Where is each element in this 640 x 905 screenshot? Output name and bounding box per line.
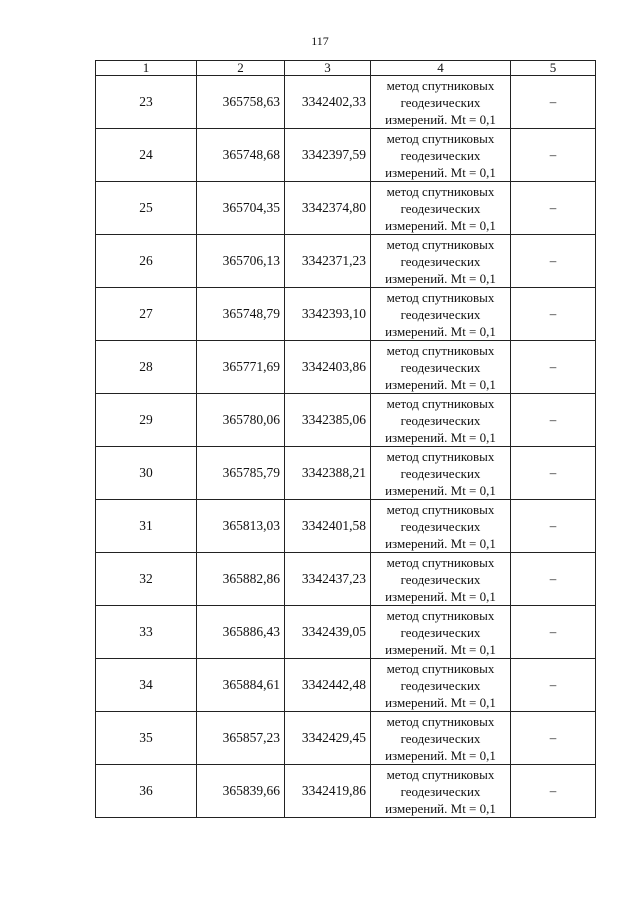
x-coordinate-cell: 365748,79 <box>197 288 285 341</box>
method-cell <box>371 288 511 341</box>
method-line: метод спутниковых <box>386 77 495 93</box>
method-line: геодезических <box>400 783 481 799</box>
x-coordinate-cell: 365785,79 <box>197 447 285 500</box>
point-number-cell: 27 <box>96 288 197 341</box>
note-cell: – <box>511 235 596 288</box>
method-line: измерений. Mt = 0,1 <box>385 588 496 604</box>
point-number-cell: 23 <box>96 76 197 129</box>
method-line: измерений. Mt = 0,1 <box>385 641 496 657</box>
note-cell: – <box>511 394 596 447</box>
method-line: геодезических <box>400 571 481 587</box>
note-cell: – <box>511 341 596 394</box>
method-line: метод спутниковых <box>386 183 495 199</box>
method-line: метод спутниковых <box>386 130 495 146</box>
method-line: метод спутниковых <box>386 501 495 517</box>
y-coordinate-cell: 3342374,80 <box>285 182 371 235</box>
x-coordinate-cell: 365780,06 <box>197 394 285 447</box>
point-number-cell: 32 <box>96 553 197 606</box>
point-number-cell: 30 <box>96 447 197 500</box>
method-line: метод спутниковых <box>386 554 495 570</box>
method-line: метод спутниковых <box>386 395 495 411</box>
method-line: измерений. Mt = 0,1 <box>385 270 496 286</box>
method-line: метод спутниковых <box>386 766 495 782</box>
note-cell: – <box>511 182 596 235</box>
column-header-4: 4 <box>371 61 511 76</box>
table-row <box>96 129 596 182</box>
point-number-cell: 28 <box>96 341 197 394</box>
y-coordinate-cell: 3342371,23 <box>285 235 371 288</box>
x-coordinate-cell: 365771,69 <box>197 341 285 394</box>
table-row <box>96 394 596 447</box>
x-coordinate-cell: 365704,35 <box>197 182 285 235</box>
table-header-row <box>96 61 596 76</box>
y-coordinate-cell: 3342385,06 <box>285 394 371 447</box>
method-line: геодезических <box>400 624 481 640</box>
table-row <box>96 341 596 394</box>
point-number-cell: 26 <box>96 235 197 288</box>
method-line: геодезических <box>400 306 481 322</box>
y-coordinate-cell: 3342397,59 <box>285 129 371 182</box>
note-cell: – <box>511 553 596 606</box>
point-number-cell: 36 <box>96 765 197 818</box>
method-line: измерений. Mt = 0,1 <box>385 535 496 551</box>
table-row <box>96 182 596 235</box>
method-line: метод спутниковых <box>386 607 495 623</box>
method-cell <box>371 76 511 129</box>
method-cell <box>371 712 511 765</box>
table-row <box>96 76 596 129</box>
method-line: измерений. Mt = 0,1 <box>385 429 496 445</box>
y-coordinate-cell: 3342429,45 <box>285 712 371 765</box>
x-coordinate-cell: 365748,68 <box>197 129 285 182</box>
method-line: геодезических <box>400 518 481 534</box>
method-line: геодезических <box>400 147 481 163</box>
method-line: геодезических <box>400 412 481 428</box>
table-row <box>96 553 596 606</box>
note-cell: – <box>511 447 596 500</box>
y-coordinate-cell: 3342393,10 <box>285 288 371 341</box>
point-number-cell: 24 <box>96 129 197 182</box>
coordinates-table <box>95 60 596 818</box>
method-line: измерений. Mt = 0,1 <box>385 800 496 816</box>
method-line: геодезических <box>400 94 481 110</box>
table-body <box>96 76 596 818</box>
point-number-cell: 34 <box>96 659 197 712</box>
x-coordinate-cell: 365706,13 <box>197 235 285 288</box>
method-line: геодезических <box>400 253 481 269</box>
x-coordinate-cell: 365839,66 <box>197 765 285 818</box>
method-line: метод спутниковых <box>386 448 495 464</box>
table-row <box>96 500 596 553</box>
method-line: геодезических <box>400 730 481 746</box>
method-cell <box>371 500 511 553</box>
note-cell: – <box>511 659 596 712</box>
x-coordinate-cell: 365884,61 <box>197 659 285 712</box>
table-row <box>96 659 596 712</box>
column-header-1: 1 <box>96 61 197 76</box>
method-line: измерений. Mt = 0,1 <box>385 376 496 392</box>
note-cell: – <box>511 712 596 765</box>
method-line: измерений. Mt = 0,1 <box>385 323 496 339</box>
y-coordinate-cell: 3342401,58 <box>285 500 371 553</box>
point-number-cell: 35 <box>96 712 197 765</box>
method-line: метод спутниковых <box>386 236 495 252</box>
note-cell: – <box>511 765 596 818</box>
method-line: геодезических <box>400 359 481 375</box>
y-coordinate-cell: 3342442,48 <box>285 659 371 712</box>
method-cell <box>371 659 511 712</box>
method-line: геодезических <box>400 465 481 481</box>
method-cell <box>371 182 511 235</box>
method-line: метод спутниковых <box>386 342 495 358</box>
method-line: геодезических <box>400 677 481 693</box>
method-line: метод спутниковых <box>386 713 495 729</box>
note-cell: – <box>511 500 596 553</box>
method-line: измерений. Mt = 0,1 <box>385 482 496 498</box>
y-coordinate-cell: 3342419,86 <box>285 765 371 818</box>
column-header-3: 3 <box>285 61 371 76</box>
note-cell: – <box>511 129 596 182</box>
y-coordinate-cell: 3342388,21 <box>285 447 371 500</box>
table-row <box>96 235 596 288</box>
method-line: измерений. Mt = 0,1 <box>385 164 496 180</box>
table-row <box>96 712 596 765</box>
method-cell <box>371 394 511 447</box>
method-line: метод спутниковых <box>386 660 495 676</box>
method-line: измерений. Mt = 0,1 <box>385 747 496 763</box>
column-header-5: 5 <box>511 61 596 76</box>
table-row <box>96 288 596 341</box>
point-number-cell: 33 <box>96 606 197 659</box>
method-line: измерений. Mt = 0,1 <box>385 111 496 127</box>
page-number: 117 <box>311 34 329 48</box>
column-header-2: 2 <box>197 61 285 76</box>
x-coordinate-cell: 365857,23 <box>197 712 285 765</box>
x-coordinate-cell: 365758,63 <box>197 76 285 129</box>
method-cell <box>371 235 511 288</box>
x-coordinate-cell: 365882,86 <box>197 553 285 606</box>
table-row <box>96 447 596 500</box>
point-number-cell: 31 <box>96 500 197 553</box>
method-cell <box>371 129 511 182</box>
x-coordinate-cell: 365886,43 <box>197 606 285 659</box>
y-coordinate-cell: 3342403,86 <box>285 341 371 394</box>
table-row <box>96 606 596 659</box>
point-number-cell: 29 <box>96 394 197 447</box>
table-row <box>96 765 596 818</box>
x-coordinate-cell: 365813,03 <box>197 500 285 553</box>
note-cell: – <box>511 606 596 659</box>
point-number-cell: 25 <box>96 182 197 235</box>
y-coordinate-cell: 3342402,33 <box>285 76 371 129</box>
method-cell <box>371 341 511 394</box>
method-cell <box>371 553 511 606</box>
method-cell <box>371 447 511 500</box>
method-line: измерений. Mt = 0,1 <box>385 694 496 710</box>
method-line: метод спутниковых <box>386 289 495 305</box>
method-line: измерений. Mt = 0,1 <box>385 217 496 233</box>
method-cell <box>371 765 511 818</box>
y-coordinate-cell: 3342437,23 <box>285 553 371 606</box>
y-coordinate-cell: 3342439,05 <box>285 606 371 659</box>
note-cell: – <box>511 288 596 341</box>
method-cell <box>371 606 511 659</box>
note-cell: – <box>511 76 596 129</box>
method-line: геодезических <box>400 200 481 216</box>
